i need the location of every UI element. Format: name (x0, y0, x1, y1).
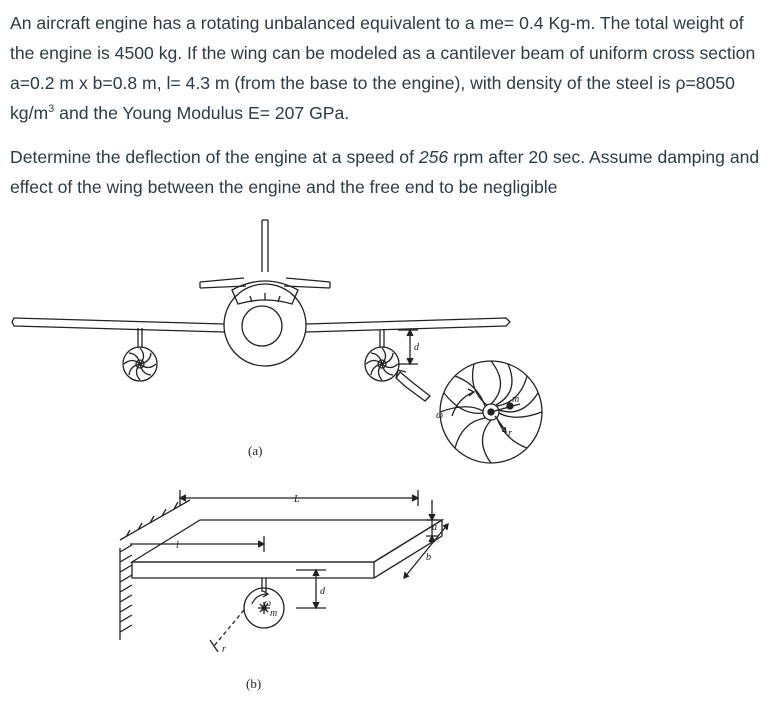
label-r-bottom: r (222, 644, 226, 655)
tail-fin (262, 220, 268, 272)
speed-value: 256 (418, 147, 449, 167)
aircraft-front-view (12, 220, 542, 463)
label-d-bottom: d (320, 586, 325, 597)
horizontal-stabilizer (200, 278, 330, 288)
label-r-top: r (508, 428, 512, 439)
wing-left (12, 318, 224, 332)
wall-support (120, 500, 190, 640)
label-d-top: d (414, 342, 419, 353)
problem-text-1b: and the Young Modulus E= 207 GPa. (54, 103, 350, 123)
label-a: a (432, 522, 437, 533)
radius-r-bottom (214, 610, 244, 646)
caption-a: (a) (248, 443, 263, 458)
label-L: L (294, 494, 300, 505)
label-m-top: m (512, 394, 520, 405)
callout-arrow (396, 372, 430, 401)
dimension-b (404, 524, 448, 578)
label-omega-bottom: ω (264, 598, 272, 609)
cantilever-beam-model (120, 490, 448, 652)
label-l: l (176, 540, 179, 551)
problem-text-1a: An aircraft engine has a rotating unbalanced equivalent to a me= 0.4 Kg-m. The total weight of the engine is 4500 kg. If the wing can be modeled as a cantilever beam of uniform cross section a=0.2 m x b=0.8 m, l= 4.3 m (from the base to the engine), with density of the steel is ρ=8050 kg/m (10, 13, 756, 123)
problem-text-2a: Determine the deflection of the engine at a speed of (10, 147, 419, 167)
superscript-3: 3 (48, 103, 55, 116)
beam-front-face (132, 562, 374, 578)
nose-cone (242, 306, 282, 346)
label-omega-top: ω (436, 410, 444, 421)
problem-text-2b: rpm after 20 sec. Assume damping and effect of the wing between the engine and the free end to be negligible (10, 147, 760, 197)
caption-b: (b) (246, 676, 262, 691)
label-b: b (426, 552, 431, 563)
dimension-l (130, 536, 264, 552)
label-m-bottom: m (270, 608, 278, 619)
